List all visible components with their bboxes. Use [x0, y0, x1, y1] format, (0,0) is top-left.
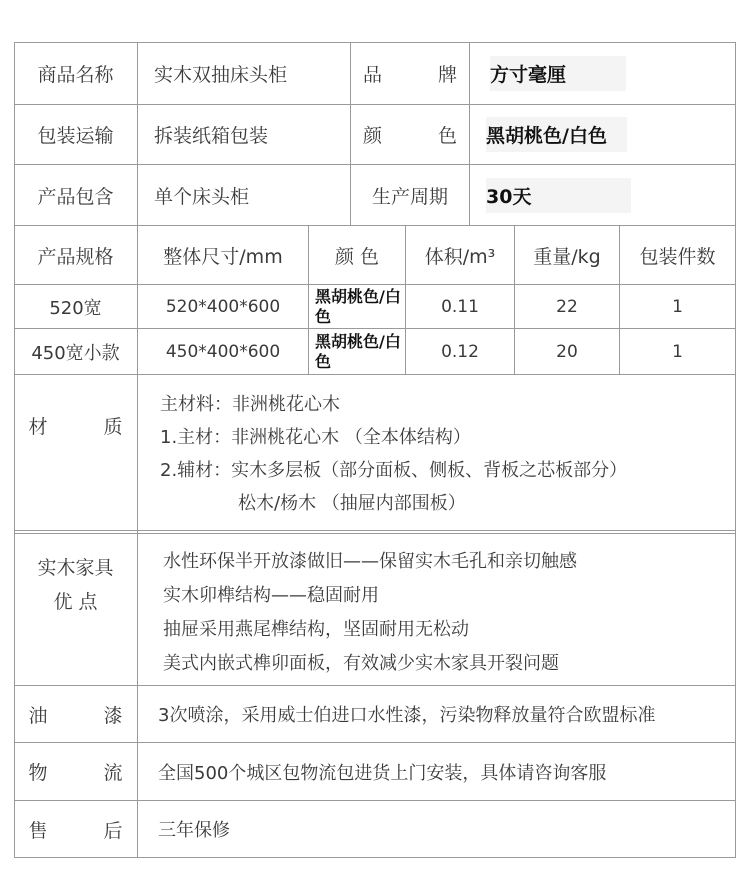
name-value: 实木双抽床头柜 — [154, 64, 288, 86]
advantage-line: 抽屉采用燕尾榫结构，坚固耐用无松动 — [163, 619, 469, 640]
advantages-lines — [163, 534, 733, 685]
material-lines — [160, 375, 730, 530]
paint-label: 油 漆 — [28, 704, 123, 727]
spec-row-1-size: 520*400*600 — [165, 296, 281, 317]
advantages-label: 实木家具 优 点 — [37, 557, 114, 613]
material-line: 松木/杨木 （抽屉内部围板） — [238, 493, 466, 514]
brand-label: 品 牌 — [363, 64, 457, 86]
pack-label: 包装运输 — [37, 125, 114, 147]
spec-header-weight: 重量/kg — [533, 245, 601, 268]
cycle-label: 生产周期 — [371, 185, 448, 208]
include-value: 单个床头柜 — [154, 185, 250, 208]
name-label: 商品名称 — [37, 64, 114, 86]
aftersale-label: 售 后 — [28, 819, 123, 842]
table-right-border — [735, 42, 736, 857]
spec-header-pieces: 包装件数 — [639, 245, 716, 268]
spec-header-color: 颜 色 — [334, 245, 380, 268]
material-line: 1.主材：非洲桃花心木 （全本体结构） — [160, 427, 471, 448]
spec-row-2-pieces: 1 — [672, 341, 683, 362]
material-line: 2.辅材：实木多层板（部分面板、侧板、背板之芯板部分） — [160, 460, 628, 481]
spec-header-volume: 体积/m³ — [424, 245, 496, 268]
advantage-line: 水性环保半开放漆做旧——保留实木毛孔和亲切触感 — [163, 551, 577, 572]
spec-row-2-size: 450*400*600 — [165, 341, 281, 362]
cycle-value: 30天 — [470, 165, 735, 225]
aftersale-value: 三年保修 — [158, 820, 230, 841]
logistics-value: 全国500个城区包物流包进货上门安装，具体请咨询客服 — [158, 762, 607, 784]
spec-header-model: 产品规格 — [37, 245, 114, 268]
spec-row-2-color: 黑胡桃色/白色 — [315, 331, 401, 371]
color-value: 黑胡桃色/白色 — [470, 105, 735, 164]
spec-row-1-weight: 22 — [556, 296, 578, 317]
color-label: 颜 色 — [363, 125, 457, 147]
include-label: 产品包含 — [37, 185, 114, 208]
material-label: 材 质 — [28, 415, 123, 438]
spec-row-1-color: 黑胡桃色/白色 — [315, 286, 401, 326]
logistics-label: 物 流 — [28, 762, 123, 784]
paint-value: 3次喷涂，采用威士伯进口水性漆，污染物释放量符合欧盟标准 — [158, 705, 656, 726]
pack-value: 拆装纸箱包装 — [154, 125, 269, 147]
table-bottom-border — [14, 857, 736, 858]
row-divider — [14, 530, 736, 531]
spec-row-2-weight: 20 — [556, 341, 578, 362]
spec-row-2-volume: 0.12 — [441, 341, 479, 362]
spec-row-1-pieces: 1 — [672, 296, 683, 317]
material-line: 主材料：非洲桃花心木 — [160, 394, 340, 415]
spec-header-size: 整体尺寸/mm — [163, 245, 283, 268]
spec-row-1-volume: 0.11 — [441, 296, 479, 317]
advantage-line: 实木卯榫结构——稳固耐用 — [163, 585, 379, 606]
spec-row-1-model: 520宽 — [49, 297, 102, 319]
spec-row-2-model: 450宽小款 — [31, 342, 120, 364]
brand-value: 方寸毫厘 — [470, 43, 735, 104]
advantage-line: 美式内嵌式榫卯面板，有效减少实木家具开裂问题 — [163, 653, 559, 674]
